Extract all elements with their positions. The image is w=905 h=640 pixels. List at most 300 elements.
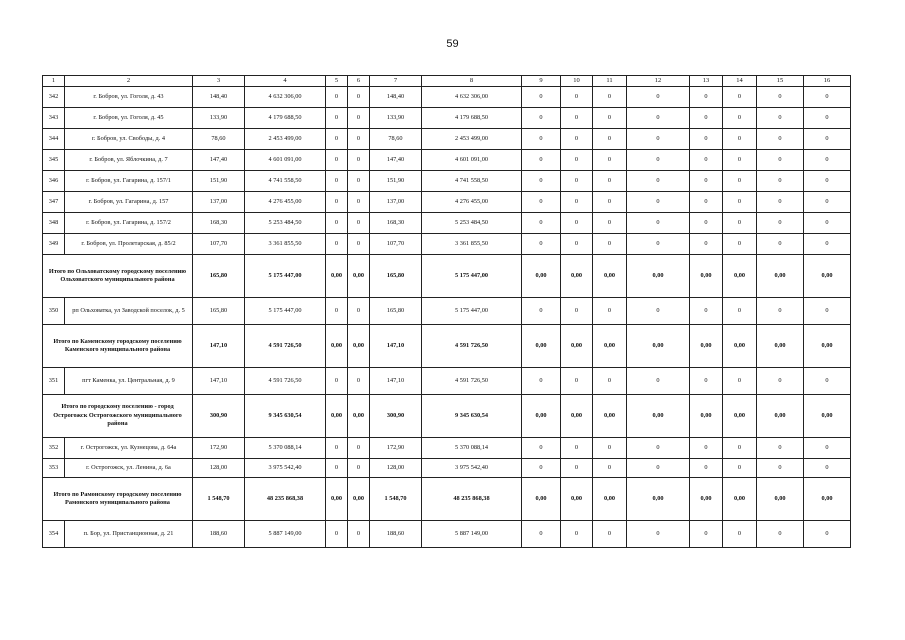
table-cell: 0,00 [593,325,627,368]
row-number: 352 [43,438,65,459]
table-cell: 0 [348,438,370,459]
table-cell: 0 [593,150,627,171]
table-cell: 0 [593,368,627,395]
address-cell: г. Острогожск, ул. Ленина, д. 6а [65,459,193,478]
table-cell: 0,00 [561,395,593,438]
table-cell: 0 [348,298,370,325]
table-cell: 0 [522,192,561,213]
table-cell: 0 [804,171,851,192]
table-cell: 0 [522,234,561,255]
table-cell: 0 [757,129,804,150]
table-cell: 0 [348,368,370,395]
table-cell: 4 601 091,00 [245,150,326,171]
row-number: 344 [43,129,65,150]
table-cell: 9 345 630,54 [422,395,522,438]
table-cell: 0 [593,521,627,548]
table-cell: 0 [627,192,690,213]
table-cell: 0 [723,234,757,255]
table-cell: 0,00 [522,478,561,521]
column-header: 10 [561,76,593,87]
table-cell: 0 [326,298,348,325]
table-cell: 0 [522,150,561,171]
table-cell: 2 453 499,00 [422,129,522,150]
row-number: 353 [43,459,65,478]
table-cell: 0 [757,108,804,129]
table-row [43,368,851,395]
table-cell: 300,90 [370,395,422,438]
table-cell: 3 361 855,50 [245,234,326,255]
table-cell: 1 548,70 [193,478,245,521]
table-cell: 78,60 [193,129,245,150]
table-cell: 0,00 [723,478,757,521]
total-label: Итого по Каменскому городскому поселению Каменского муниципального района [43,325,193,368]
table-cell: 0 [690,438,723,459]
table-cell: 137,00 [370,192,422,213]
table-cell: 0,00 [804,478,851,521]
table-cell: 0 [561,192,593,213]
table-cell: 0 [690,298,723,325]
table-cell: 0 [348,150,370,171]
address-cell: г. Бобров, ул. Свободы, д. 4 [65,129,193,150]
table-cell: 0 [804,87,851,108]
table-cell: 0 [804,298,851,325]
table-cell: 151,90 [193,171,245,192]
table-row [43,150,851,171]
table-cell: 0,00 [348,478,370,521]
table-cell: 0 [690,368,723,395]
table-cell: 0,00 [561,255,593,298]
table-cell: 0 [804,213,851,234]
table-cell: 0,00 [804,395,851,438]
table-cell: 0 [561,234,593,255]
table-cell: 148,40 [370,87,422,108]
table-cell: 4 276 455,00 [422,192,522,213]
data-table [42,75,851,548]
address-cell: г. Бобров, ул. Яблочкина, д. 7 [65,150,193,171]
table-cell: 0 [804,368,851,395]
table-cell: 165,80 [370,298,422,325]
table-cell: 0 [326,438,348,459]
total-row [43,255,851,298]
table-cell: 0,00 [326,478,348,521]
total-label: Итого по городскому поселению - город Острогожск Острогожского муниципального района [43,395,193,438]
table-cell: 0 [348,108,370,129]
table-cell: 0 [804,521,851,548]
table-cell: 0 [723,368,757,395]
table-cell: 148,40 [193,87,245,108]
table-row [43,129,851,150]
table-cell: 5 253 484,50 [245,213,326,234]
column-header: 11 [593,76,627,87]
table-cell: 0,00 [522,325,561,368]
table-cell: 0 [522,298,561,325]
table-cell: 0 [593,438,627,459]
table-cell: 0,00 [522,255,561,298]
address-cell: п. Бор, ул. Пристанционная, д. 21 [65,521,193,548]
row-number: 347 [43,192,65,213]
table-cell: 0,00 [561,325,593,368]
table-cell: 5 370 088,14 [422,438,522,459]
table-cell: 5 175 447,00 [422,298,522,325]
table-cell: 0 [326,150,348,171]
table-cell: 0 [326,213,348,234]
table-cell: 0,00 [690,478,723,521]
table-cell: 147,40 [193,150,245,171]
total-label: Итого по Ольховатскому городскому поселению Ольховатского муниципального района [43,255,193,298]
column-header: 1 [43,76,65,87]
table-cell: 0 [627,234,690,255]
table-cell: 3 975 542,40 [422,459,522,478]
row-number: 346 [43,171,65,192]
table-cell: 165,80 [370,255,422,298]
table-cell: 0 [561,129,593,150]
column-header: 5 [326,76,348,87]
table-cell: 0,00 [593,395,627,438]
table-cell: 0 [326,108,348,129]
table-cell: 0 [561,521,593,548]
header-row [43,76,851,87]
row-number: 349 [43,234,65,255]
table-row [43,108,851,129]
table-cell: 0 [723,129,757,150]
table-cell: 128,00 [370,459,422,478]
table-cell: 0,00 [757,478,804,521]
table-cell: 0,00 [757,255,804,298]
table-cell: 165,80 [193,298,245,325]
row-number: 351 [43,368,65,395]
table-cell: 0,00 [804,255,851,298]
table-cell: 0 [723,438,757,459]
table-cell: 0 [593,171,627,192]
table-cell: 0 [522,87,561,108]
column-header: 15 [757,76,804,87]
table-cell: 133,90 [370,108,422,129]
table-cell: 0 [522,213,561,234]
table-cell: 0,00 [593,255,627,298]
table-cell: 0 [348,521,370,548]
table-cell: 0 [326,368,348,395]
table-cell: 0 [326,129,348,150]
table-cell: 0 [757,234,804,255]
table-cell: 4 179 688,50 [245,108,326,129]
table-cell: 4 591 726,50 [245,368,326,395]
column-header: 2 [65,76,193,87]
table-cell: 78,60 [370,129,422,150]
table-cell: 151,90 [370,171,422,192]
table-cell: 4 741 558,50 [422,171,522,192]
table-cell: 0 [757,150,804,171]
table-cell: 0,00 [348,395,370,438]
column-header: 6 [348,76,370,87]
column-header: 14 [723,76,757,87]
table-cell: 0,00 [627,325,690,368]
table-cell: 3 975 542,40 [245,459,326,478]
table-cell: 0 [348,213,370,234]
table-row [43,521,851,548]
address-cell: рп Ольховатка, ул Заводской поселок, д. 5 [65,298,193,325]
table-cell: 172,90 [370,438,422,459]
table-cell: 300,90 [193,395,245,438]
table-cell: 0 [627,521,690,548]
table-cell: 0,00 [690,325,723,368]
table-cell: 0 [348,192,370,213]
table-cell: 0 [627,213,690,234]
table-cell: 0 [561,150,593,171]
table-cell: 0 [561,298,593,325]
table-cell: 0,00 [627,395,690,438]
table-cell: 0 [326,192,348,213]
table-cell: 0 [348,129,370,150]
table-cell: 0 [561,459,593,478]
table-cell: 0 [804,129,851,150]
table-cell: 0 [723,87,757,108]
total-row [43,395,851,438]
table-cell: 0,00 [757,395,804,438]
page-number: 59 [446,38,459,50]
total-label: Итого по Рамонскому городскому поселению Рамонского муниципального района [43,478,193,521]
table-cell: 4 632 306,00 [422,87,522,108]
row-number: 345 [43,150,65,171]
table-cell: 0 [522,459,561,478]
table-cell: 0 [723,521,757,548]
table-row [43,87,851,108]
table-cell: 0,00 [348,255,370,298]
table-cell: 0 [757,298,804,325]
table-cell: 0 [804,459,851,478]
table-cell: 0,00 [593,478,627,521]
table-cell: 147,40 [370,150,422,171]
table-cell: 0 [348,171,370,192]
table-cell: 5 887 149,00 [245,521,326,548]
column-header: 12 [627,76,690,87]
row-number: 350 [43,298,65,325]
table-cell: 5 175 447,00 [245,255,326,298]
table-cell: 0 [690,234,723,255]
table-cell: 0 [690,521,723,548]
table-cell: 188,60 [193,521,245,548]
table-cell: 0,00 [522,395,561,438]
table-cell: 48 235 868,38 [245,478,326,521]
table-cell: 5 175 447,00 [422,255,522,298]
table-cell: 9 345 630,54 [245,395,326,438]
table-cell: 0 [627,298,690,325]
address-cell: пгт Каменка, ул. Центральная, д. 9 [65,368,193,395]
table-cell: 0 [326,234,348,255]
table-cell: 128,00 [193,459,245,478]
table-cell: 0 [326,459,348,478]
row-number: 354 [43,521,65,548]
table-cell: 3 361 855,50 [422,234,522,255]
table-cell: 0 [757,368,804,395]
column-header: 9 [522,76,561,87]
table-cell: 0 [593,192,627,213]
total-row [43,478,851,521]
table-cell: 0 [627,87,690,108]
table-cell: 0 [561,171,593,192]
table-cell: 0 [627,171,690,192]
table-cell: 0 [690,213,723,234]
table-cell: 107,70 [370,234,422,255]
table-row [43,438,851,459]
table-cell: 0,00 [326,255,348,298]
table-cell: 0 [627,129,690,150]
table-row [43,213,851,234]
table-cell: 48 235 868,38 [422,478,522,521]
table-cell: 4 591 726,50 [422,368,522,395]
table-cell: 2 453 499,00 [245,129,326,150]
column-header: 16 [804,76,851,87]
table-cell: 133,90 [193,108,245,129]
address-cell: г. Бобров, ул. Пролетарская, д. 85/2 [65,234,193,255]
table-cell: 0 [627,368,690,395]
table-cell: 0 [326,171,348,192]
table-cell: 5 253 484,50 [422,213,522,234]
table-cell: 0,00 [690,395,723,438]
table-cell: 0 [348,459,370,478]
table-cell: 0 [522,521,561,548]
table-cell: 0 [690,129,723,150]
table-cell: 0,00 [804,325,851,368]
total-row [43,325,851,368]
table-cell: 0 [593,298,627,325]
column-header: 8 [422,76,522,87]
table-cell: 0,00 [723,325,757,368]
table-cell: 0 [348,234,370,255]
table-cell: 0 [723,192,757,213]
address-cell: г. Бобров, ул. Гагарина, д. 157/2 [65,213,193,234]
table-cell: 0 [690,171,723,192]
table-cell: 4 632 306,00 [245,87,326,108]
table-cell: 0 [593,87,627,108]
table-cell: 165,80 [193,255,245,298]
column-header: 13 [690,76,723,87]
table-cell: 0 [757,459,804,478]
table-cell: 0,00 [627,478,690,521]
table-cell: 0 [723,298,757,325]
table-cell: 0 [593,234,627,255]
table-cell: 0 [723,150,757,171]
table-cell: 0 [561,87,593,108]
table-cell: 0,00 [627,255,690,298]
table-cell: 0 [561,438,593,459]
table-cell: 0 [690,87,723,108]
table-cell: 4 741 558,50 [245,171,326,192]
table-cell: 4 179 688,50 [422,108,522,129]
table-cell: 0 [593,129,627,150]
row-number: 343 [43,108,65,129]
table-cell: 0 [804,438,851,459]
table-cell: 0 [561,108,593,129]
table-row [43,298,851,325]
table-cell: 0 [522,368,561,395]
table-cell: 147,10 [193,325,245,368]
table-cell: 0,00 [690,255,723,298]
table-cell: 5 175 447,00 [245,298,326,325]
table-cell: 0 [326,87,348,108]
table-cell: 0,00 [723,395,757,438]
table-cell: 0 [561,213,593,234]
table-cell: 4 601 091,00 [422,150,522,171]
table-cell: 0,00 [757,325,804,368]
table-cell: 0 [723,171,757,192]
table-cell: 4 276 455,00 [245,192,326,213]
table-cell: 0 [757,521,804,548]
column-header: 7 [370,76,422,87]
table-cell: 0 [757,87,804,108]
table-cell: 0 [804,234,851,255]
table-cell: 0 [690,459,723,478]
table-cell: 4 591 726,50 [422,325,522,368]
table-cell: 0 [723,459,757,478]
column-header: 4 [245,76,326,87]
table-cell: 0,00 [348,325,370,368]
table-cell: 172,90 [193,438,245,459]
table-cell: 0 [804,108,851,129]
table-cell: 147,10 [370,325,422,368]
table-cell: 107,70 [193,234,245,255]
table-cell: 0 [593,459,627,478]
table-cell: 0 [593,108,627,129]
table-row [43,459,851,478]
table-cell: 0 [757,438,804,459]
address-cell: г. Бобров, ул. Гоголя, д. 43 [65,87,193,108]
table-cell: 0 [627,459,690,478]
table-cell: 0 [690,108,723,129]
table-cell: 168,30 [370,213,422,234]
table-row [43,192,851,213]
column-header: 3 [193,76,245,87]
table-cell: 0 [757,171,804,192]
table-cell: 0 [804,192,851,213]
row-number: 342 [43,87,65,108]
table-row [43,171,851,192]
table-cell: 0 [723,213,757,234]
address-cell: г. Острогожск, ул. Кузнецова, д. 64а [65,438,193,459]
table-cell: 0 [593,213,627,234]
table-cell: 168,30 [193,213,245,234]
table-cell: 0 [690,150,723,171]
table-cell: 137,00 [193,192,245,213]
address-cell: г. Бобров, ул. Гагарина, д. 157/1 [65,171,193,192]
table-cell: 0 [522,438,561,459]
table-cell: 1 548,70 [370,478,422,521]
table-cell: 0 [326,521,348,548]
table-cell: 0 [723,108,757,129]
table-cell: 0 [348,87,370,108]
table-cell: 147,10 [370,368,422,395]
table-cell: 0 [522,129,561,150]
table-cell: 147,10 [193,368,245,395]
table-cell: 0 [627,108,690,129]
table-cell: 0 [757,192,804,213]
table-cell: 0,00 [326,395,348,438]
table-cell: 0,00 [723,255,757,298]
table-cell: 0 [757,213,804,234]
table-cell: 0 [522,108,561,129]
table-cell: 0,00 [326,325,348,368]
row-number: 348 [43,213,65,234]
table-cell: 4 591 726,50 [245,325,326,368]
table-cell: 5 887 149,00 [422,521,522,548]
address-cell: г. Бобров, ул. Гагарина, д. 157 [65,192,193,213]
table-cell: 0 [627,438,690,459]
table-cell: 5 370 088,14 [245,438,326,459]
table-cell: 0 [690,192,723,213]
table-cell: 0 [627,150,690,171]
table-cell: 0 [804,150,851,171]
table-row [43,234,851,255]
table-cell: 188,60 [370,521,422,548]
